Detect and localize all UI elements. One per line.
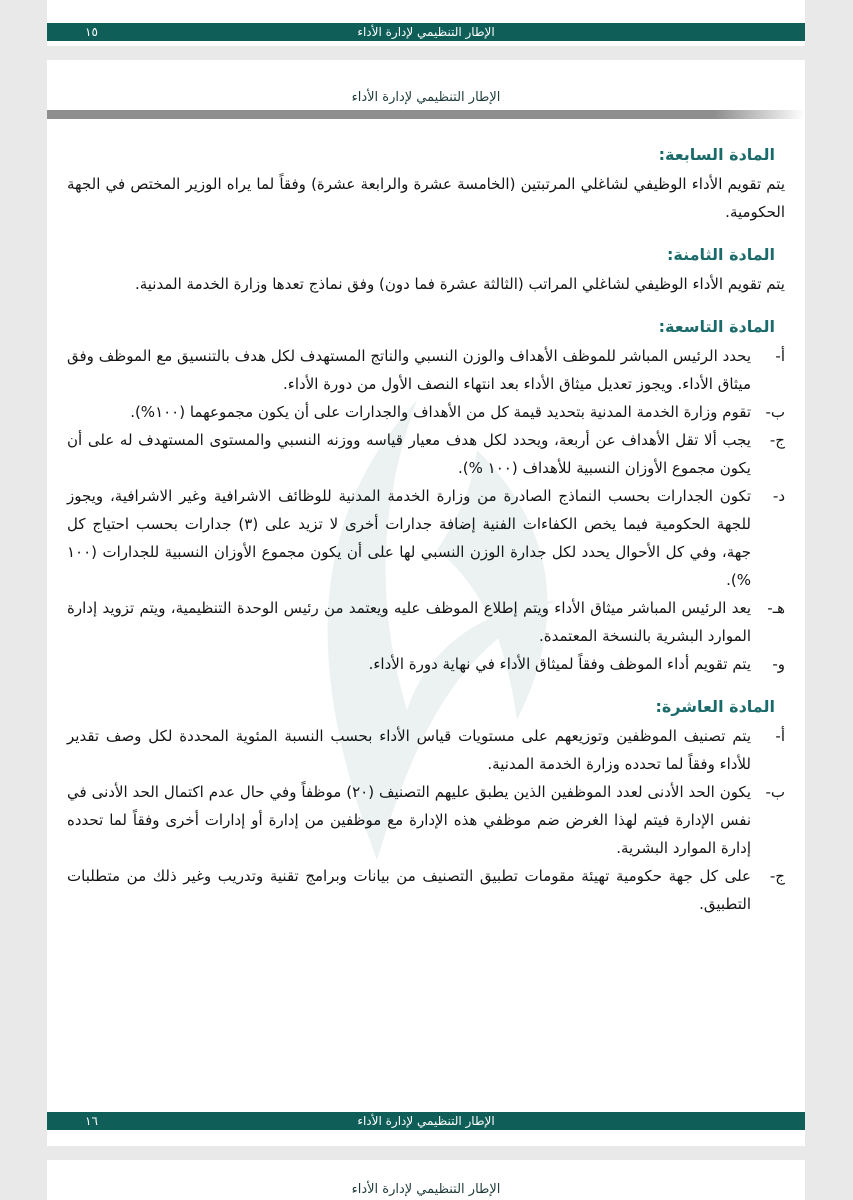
previous-page bbox=[47, 0, 805, 46]
list-item bbox=[67, 398, 785, 426]
previous-page-footer bbox=[47, 23, 805, 41]
item-label: هـ- bbox=[767, 599, 785, 617]
item-text: على كل جهة حكومية تهيئة مقومات تطبيق التصنيف من بيانات وبرامج تقنية وتدريب وغير ذلك من متطلبات التطبيق. bbox=[67, 867, 751, 913]
article-title: المادة العاشرة: bbox=[655, 697, 775, 716]
article-title: المادة الثامنة: bbox=[666, 245, 775, 264]
item-text: يكون الحد الأدنى لعدد الموظفين الذين يطبق عليهم التصنيف (٢٠) موظفاً وفي حال عدم اكتمال الحد الأدنى في نفس الإدارة فيتم لهذا الغرض ضم موظفي هذه الإدارة مع موظفين من إدارة أو إدارات أخرى وفقاً لما تحدده إدارة الموارد البشرية. bbox=[67, 783, 752, 857]
list-item bbox=[67, 862, 785, 918]
next-page bbox=[47, 1160, 805, 1200]
item-text: يجب ألا تقل الأهداف عن أربعة، ويحدد لكل هدف معيار قياسه ووزنه النسبي والمستوى المستهدف له على أن يكون مجموع الأوزان النسبية للأهداف (١٠٠ %). bbox=[67, 431, 751, 477]
list-item bbox=[67, 650, 785, 678]
article-eight bbox=[67, 240, 785, 298]
page-content bbox=[67, 140, 785, 932]
item-text: تقوم وزارة الخدمة المدنية بتحديد قيمة كل من الأهداف والجدارات على أن يكون مجموعهما (١٠٠%). bbox=[130, 403, 751, 421]
item-label: و- bbox=[772, 655, 785, 673]
item-label: د- bbox=[772, 487, 785, 505]
item-label: ج- bbox=[769, 867, 785, 885]
header-title: الإطار التنظيمي لإدارة الأداء bbox=[351, 1182, 501, 1197]
item-text: يعد الرئيس المباشر ميثاق الأداء ويتم إطلاع الموظف عليه ويعتمد من رئيس الوحدة التنظيمية، ويتم تزويد إدارة الموارد البشرية بالنسخة المعتمدة. bbox=[67, 599, 751, 645]
item-text: يتم تصنيف الموظفين وتوزيعهم على مستويات قياس الأداء بحسب النسبة المئوية المحددة لكل وصف تقدير للأداء وفقاً لما تحدده وزارة الخدمة المدنية. bbox=[67, 727, 751, 773]
header-rule bbox=[47, 110, 805, 119]
article-ten bbox=[67, 692, 785, 918]
footer-page-number: ١٦ bbox=[85, 1114, 98, 1128]
article-text: يتم تقويم الأداء الوظيفي لشاغلي المراتب (الثالثة عشرة فما دون) وفق نماذج تعدها وزارة الخدمة المدنية. bbox=[134, 275, 785, 293]
item-text: يتم تقويم أداء الموظف وفقاً لميثاق الأداء في نهاية دورة الأداء. bbox=[368, 655, 751, 673]
list-item bbox=[67, 426, 785, 482]
article-nine bbox=[67, 312, 785, 678]
list-item bbox=[67, 722, 785, 778]
item-text: تكون الجدارات بحسب النماذج الصادرة من وزارة الخدمة المدنية للوظائف الاشرافية وغير الاشرافية، ويجوز للجهة الحكومية فيما يخص الكفاءات الفنية إضافة جدارات أخرى لا تزيد على (٣) جدارات بحسب احتياج كل جهة، وفي كل الأحوال يحدد لكل جدارة الوزن النسبي لها على أن يكون مجموع الأوزان النسبية للجدارات (١٠٠ %). bbox=[67, 487, 751, 589]
item-text: يحدد الرئيس المباشر للموظف الأهداف والوزن النسبي والناتج المستهدف لكل هدف بالتنسيق مع الموظف وفق ميثاق الأداء. ويجوز تعديل ميثاق الأداء بعد انتهاء النصف الأول من دورة الأداء. bbox=[67, 347, 751, 393]
footer-title: الإطار التنظيمي لإدارة الأداء bbox=[357, 1114, 495, 1128]
item-label: ج- bbox=[769, 431, 785, 449]
article-title: المادة التاسعة: bbox=[658, 317, 775, 336]
list-item bbox=[67, 594, 785, 650]
footer-title: الإطار التنظيمي لإدارة الأداء bbox=[357, 25, 495, 39]
header-title: الإطار التنظيمي لإدارة الأداء bbox=[351, 90, 501, 105]
item-label: ب- bbox=[765, 403, 785, 421]
footer-page-number: ١٥ bbox=[85, 25, 98, 39]
list-item bbox=[67, 778, 785, 862]
item-label: ب- bbox=[765, 783, 785, 801]
document-page bbox=[47, 60, 805, 1146]
page-footer bbox=[47, 1112, 805, 1130]
article-title: المادة السابعة: bbox=[658, 145, 775, 164]
list-item bbox=[67, 482, 785, 594]
item-label: أ- bbox=[775, 347, 785, 365]
item-label: أ- bbox=[775, 727, 785, 745]
list-item bbox=[67, 342, 785, 398]
article-text: يتم تقويم الأداء الوظيفي لشاغلي المرتبتين (الخامسة عشرة والرابعة عشرة) وفقاً لما يراه الوزير المختص في الجهة الحكومية. bbox=[67, 175, 785, 221]
article-seven bbox=[67, 140, 785, 226]
